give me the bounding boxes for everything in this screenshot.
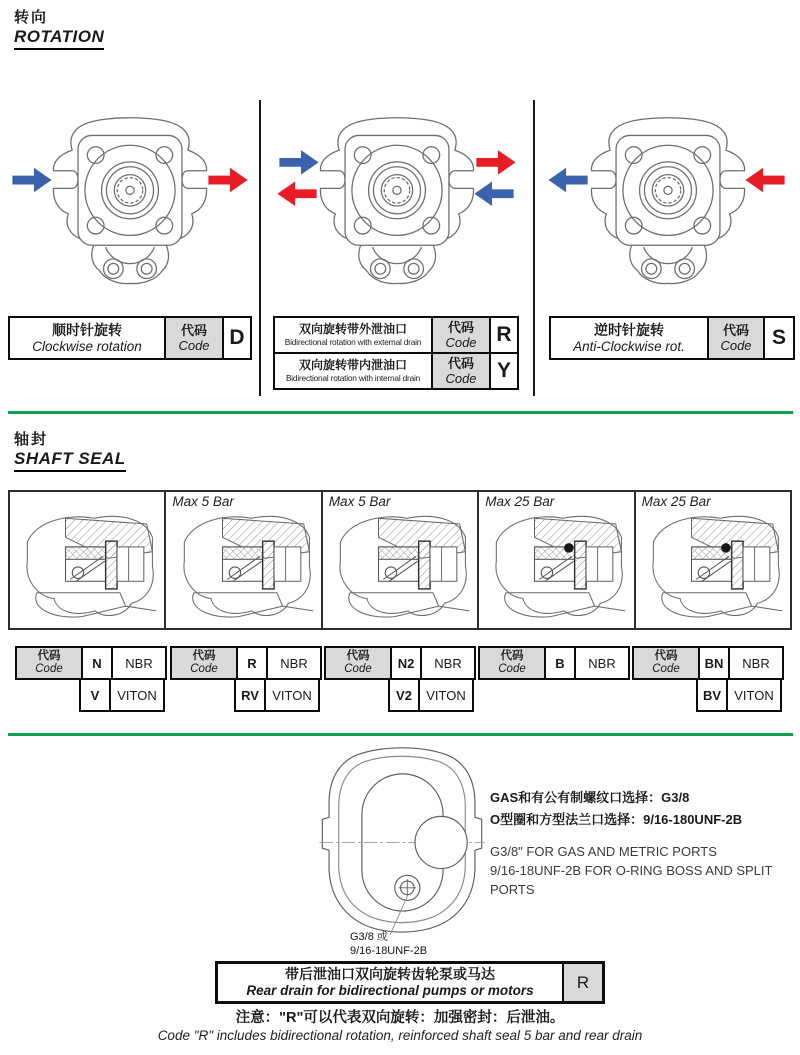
code-label-zh: 代码 xyxy=(722,323,749,338)
section-divider xyxy=(8,733,793,736)
section-divider xyxy=(8,411,793,414)
seal-material: NBR xyxy=(574,646,630,680)
code-value: Y xyxy=(496,359,511,382)
shaft-seal-section-heading xyxy=(14,428,126,472)
code-value: R xyxy=(496,323,512,346)
code-label-zh: 代码 xyxy=(192,650,216,662)
code-label-zh: 代码 xyxy=(180,323,207,338)
shaft-seal-heading-zh: 轴封 xyxy=(14,431,49,448)
rotation-heading-en: ROTATION xyxy=(14,27,104,50)
seal-panel-label: Max 5 Bar xyxy=(328,494,391,509)
bidirectional-internal-code-table xyxy=(273,352,519,390)
port-notes-block xyxy=(490,787,800,899)
seal-material: NBR xyxy=(728,646,784,680)
rotation-panel-clockwise xyxy=(0,100,259,396)
inlet-arrow-icon xyxy=(548,168,587,193)
port-note-en-1: G3/8" FOR GAS AND METRIC PORTS xyxy=(490,844,717,859)
seal-panel-label: Max 5 Bar xyxy=(172,494,234,509)
desc-zh: 双向旋转带内泄油口 xyxy=(298,358,407,372)
rotation-panel-bidirectional xyxy=(259,100,533,396)
seal-material: NBR xyxy=(266,646,322,680)
rear-drain-desc-cell xyxy=(218,964,562,1001)
seal-code: V xyxy=(79,678,111,712)
seal-code-table-3 xyxy=(324,646,476,712)
seal-code-table-4 xyxy=(478,646,630,680)
code-label-cell xyxy=(164,318,224,358)
code-label-en: Code xyxy=(720,338,752,353)
seal-code: BV xyxy=(696,678,728,712)
code-label-en: Code xyxy=(178,338,210,353)
code-label-en: Code xyxy=(190,663,218,675)
o-ring-dot xyxy=(565,543,575,553)
code-label-en: Code xyxy=(35,663,63,675)
clockwise-code-table xyxy=(8,316,252,360)
o-ring-dot xyxy=(721,543,731,553)
seal-cross-section-drawing xyxy=(326,508,474,624)
code-label-cell xyxy=(324,646,392,680)
code-value: D xyxy=(229,326,245,349)
code-label-zh: 代码 xyxy=(37,650,61,662)
code-label-zh: 代码 xyxy=(654,650,678,662)
desc-zh: 顺时针旋转 xyxy=(52,321,122,338)
seal-panel-label: Max 25 Bar xyxy=(641,494,711,509)
seal-code: RV xyxy=(234,678,266,712)
seal-cross-section-drawing xyxy=(482,508,630,624)
code-label-cell xyxy=(170,646,238,680)
desc-en: Clockwise rotation xyxy=(32,338,142,354)
rotation-desc-cell xyxy=(275,354,431,388)
seal-cross-section-drawing xyxy=(639,508,787,624)
seal-code: N2 xyxy=(390,646,422,680)
code-label-en: Code xyxy=(344,663,372,675)
note-zh: 注意："R"可以代表双向旋转：加强密封：后泄油。 xyxy=(235,1010,565,1026)
seal-panel-5 xyxy=(636,492,790,628)
code-label-cell xyxy=(707,318,765,358)
seal-code: V2 xyxy=(388,678,420,712)
port-note-zh-1: GAS和有公有制螺纹口选择：G3/8 xyxy=(490,790,690,805)
seal-panels-box xyxy=(8,490,792,630)
desc-zh: 双向旋转带外泄油口 xyxy=(298,322,407,336)
note-en: Code "R" includes bidirectional rotation, reinforced shaft seal 5 bar and rear drain xyxy=(157,1028,643,1043)
bidirectional-external-code-table xyxy=(273,316,519,354)
rotation-panel-anticlockwise xyxy=(533,100,800,396)
desc-en: Bidirectional rotation with internal drain xyxy=(285,373,421,383)
code-value: S xyxy=(771,326,786,349)
code-label-cell xyxy=(15,646,83,680)
code-label-zh: 代码 xyxy=(447,356,474,371)
seal-panel-4 xyxy=(479,492,635,628)
rotation-desc-cell xyxy=(10,318,164,358)
port-note-en-2: 9/16-18UNF-2B FOR O-RING BOSS AND SPLIT PORTS xyxy=(490,863,773,897)
seal-material: VITON xyxy=(726,678,782,712)
port-size-label xyxy=(350,930,427,958)
desc-en: Rear drain for bidirectional pumps or motors xyxy=(246,983,534,998)
code-label-cell xyxy=(431,318,491,352)
port-note-zh-2: O型圈和方型法兰口选择：9/16-180UNF-2B xyxy=(490,812,743,827)
shaft-seal-heading-en: SHAFT SEAL xyxy=(14,449,126,472)
seal-cross-section-drawing xyxy=(170,508,318,624)
code-value: R xyxy=(562,964,602,1001)
code-label-cell xyxy=(431,354,491,388)
code-label-zh: 代码 xyxy=(346,650,370,662)
inlet-arrow-icon xyxy=(474,182,513,207)
seal-code: N xyxy=(81,646,113,680)
inlet-arrow-icon xyxy=(12,168,51,193)
rotation-panels-row xyxy=(0,100,800,396)
code-label-en: Code xyxy=(445,335,477,350)
desc-en: Bidirectional rotation with external drain xyxy=(284,337,422,347)
code-label-en: Code xyxy=(498,663,526,675)
rotation-section-heading xyxy=(14,6,104,50)
code-label-zh: 代码 xyxy=(447,320,474,335)
seal-cross-section-drawing xyxy=(13,508,161,624)
code-label-zh: 代码 xyxy=(500,650,524,662)
seal-material: VITON xyxy=(109,678,165,712)
desc-zh: 逆时针旋转 xyxy=(594,321,664,338)
outlet-arrow-icon xyxy=(208,168,247,193)
port-label-line2: 9/16-18UNF-2B xyxy=(350,945,428,957)
outlet-arrow-icon xyxy=(745,168,784,193)
pump-front-drawing-clockwise xyxy=(6,108,254,304)
seal-panel-label: Max 25 Bar xyxy=(485,494,555,509)
rotation-heading-zh: 转向 xyxy=(14,9,49,26)
seal-material: NBR xyxy=(420,646,476,680)
inlet-arrow-icon xyxy=(279,150,318,175)
rotation-desc-cell xyxy=(275,318,431,352)
seal-material: NBR xyxy=(111,646,167,680)
rear-drain-code-table xyxy=(215,961,605,1004)
pump-front-drawing-anticlockwise xyxy=(544,108,792,304)
seal-code: B xyxy=(544,646,576,680)
code-label-cell xyxy=(478,646,546,680)
seal-panel-2 xyxy=(166,492,322,628)
outlet-arrow-icon xyxy=(476,150,515,175)
code-label-en: Code xyxy=(445,371,477,386)
desc-zh: 带后泄油口双向旋转齿轮泵或马达 xyxy=(285,966,495,982)
outlet-arrow-icon xyxy=(277,182,316,207)
rotation-desc-cell xyxy=(551,318,707,358)
seal-panel-1 xyxy=(10,492,166,628)
seal-code-table-5 xyxy=(632,646,784,712)
pump-front-drawing-bidirectional xyxy=(273,108,521,304)
seal-code: BN xyxy=(698,646,730,680)
port-label-line1: G3/8 或 xyxy=(350,931,388,943)
seal-code-table-1 xyxy=(15,646,167,712)
seal-panel-3 xyxy=(323,492,479,628)
seal-material: VITON xyxy=(418,678,474,712)
code-label-cell xyxy=(632,646,700,680)
seal-code-table-2 xyxy=(170,646,322,712)
seal-code: R xyxy=(236,646,268,680)
desc-en: Anti-Clockwise rot. xyxy=(573,338,685,354)
code-label-en: Code xyxy=(652,663,680,675)
pump-rear-view-drawing xyxy=(316,742,488,940)
seal-material: VITON xyxy=(264,678,320,712)
anticlockwise-code-table xyxy=(549,316,795,360)
